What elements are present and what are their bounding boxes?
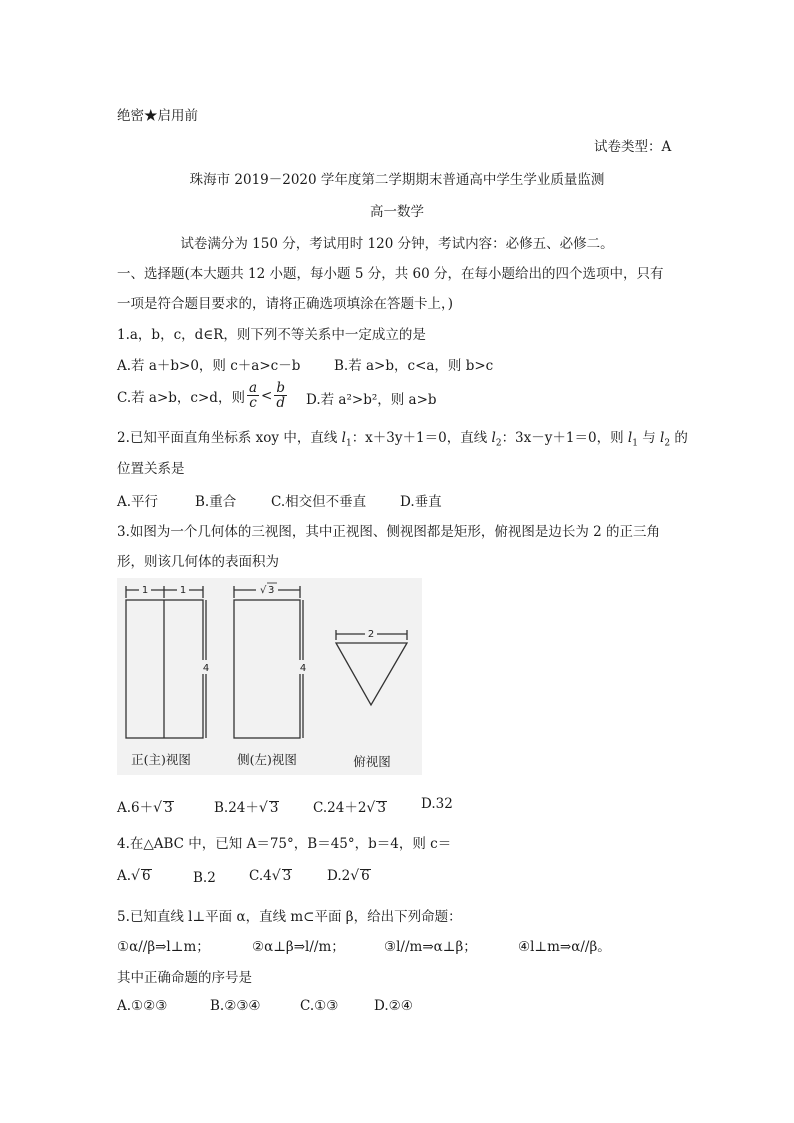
q1-option-c-text: C.若 a>b，c>d，则 [117,389,245,406]
q3-option-c-radicand: 3 [377,800,386,816]
q4-option-c-radicand: 3 [282,868,292,884]
three-view-figure [117,578,422,775]
side-view-label: 侧(左)视图 [237,752,297,767]
q1-frac1-den: c [249,395,257,411]
q2-stem [117,426,688,449]
front-view [126,586,206,738]
q3-option-b-text: B.24＋ [214,800,259,816]
q1-frac2-num: b [276,380,285,396]
q2-l1-sub: 1 [345,438,352,449]
side-view [234,586,303,738]
q2-stem-b: ：x＋3y＋1＝0，直线 [351,430,492,446]
paper-type: 试卷类型：A [594,139,672,155]
q4-option-a-radicand: 6 [141,868,151,884]
front-view-label: 正(主)视图 [131,752,191,767]
q3-stem2: 形，则该几何体的表面积为 [117,554,279,570]
q2-l2-sub: 2 [495,438,502,449]
q5-option-d: D.②④ [374,998,413,1014]
dim-4b: 4 [299,663,307,674]
q3-option-b: B.24＋√ 3 [214,800,279,816]
dim-1a: 1 [141,585,149,596]
q1-option-c [117,381,289,410]
q1-less-than: < [261,387,273,404]
q2-l1-ref-sub: 1 [632,438,638,449]
q4-option-b: B.2 [193,870,216,886]
q3-option-c-text: C.24＋2 [313,800,367,816]
q2-l1-ref: l [627,430,633,446]
q5-proposition-3: ③l//m⇒α⊥β； [384,939,477,955]
q2-l2: l [491,430,496,446]
q3-option-c: C.24＋2√ 3 [313,800,386,816]
q2-option-a: A.平行 [117,494,159,510]
q2-stem-c: ：3x－y＋1＝0，则 [501,430,628,446]
q1-frac1-num: a [248,380,258,396]
q1-option-a: A.若 a＋b>0，则 c＋a>c－b [117,358,301,374]
top-view-label: 俯视图 [353,754,391,769]
q3-stem1: 3.如图为一个几何体的三视图，其中正视图、侧视图都是矩形，俯视图是边长为 2 的正三角 [117,524,661,540]
q4-option-c-text: C.4 [249,868,272,884]
dim-2: 2 [367,629,375,640]
q4-option-c: C.4√ 3 [249,868,292,884]
dim-1b: 1 [179,585,187,596]
q1-option-d: D.若 a²>b²，则 a>b [306,392,437,408]
subject-title: 高一数学 [370,204,424,220]
q5-proposition-1: ①α//β⇒l⊥m； [117,939,210,955]
q2-option-b: B.重合 [195,494,237,510]
q2-l1: l [341,430,346,446]
q5-proposition-4: ④l⊥m⇒α//β。 [518,939,611,955]
dim-sqrt3: 3 [268,585,275,596]
q4-option-d-text: D.2 [327,868,351,884]
q1-stem: 1.a，b，c，d∈R，则下列不等关系中一定成立的是 [117,327,426,343]
q4-option-a-text: A. [117,868,132,884]
q3-option-d: D.32 [421,796,453,812]
q2-stem2: 位置关系是 [117,461,185,477]
q4-option-a: A.√ 6 [117,868,151,884]
q5-option-c: C.①③ [300,998,339,1014]
dim-sqrt3-sign: √ [260,585,267,596]
q5-stem: 5.已知直线 l⊥平面 α，直线 m⊂平面 β，给出下列命题： [117,909,462,925]
top-view [336,630,407,705]
q4-option-d: D.2√ 6 [327,868,370,884]
q4-option-d-radicand: 6 [361,868,370,884]
q3-option-a-text: A.6＋ [117,800,154,816]
q1-frac2-den: d [276,395,285,411]
q3-option-a-radicand: 3 [164,800,173,816]
q2-stem-e: 的 [670,430,688,446]
exam-info: 试卷满分为 150 分，考试用时 120 分钟，考试内容：必修五、必修二。 [180,236,614,252]
q5-option-b: B.②③④ [210,998,261,1014]
section1-line1: 一、选择题(本大题共 12 小题，每小题 5 分，共 60 分，在每小题给出的四个选项中，只有 [117,266,664,282]
q2-l2-ref-sub: 2 [664,438,671,449]
section1-line2: 一项是符合题目要求的，请将正确选项填涂在答题卡上，) [117,296,454,312]
q3-option-b-radicand: 3 [269,800,279,816]
q1-option-b: B.若 a>b，c<a，则 b>c [334,358,494,374]
q5-stem2: 其中正确命题的序号是 [117,970,252,986]
q5-proposition-2: ②α⊥β⇒l//m； [252,939,345,955]
q2-option-d: D.垂直 [400,494,442,510]
q1-fraction-b-over-d [274,381,287,410]
q1-fraction-a-over-c [247,381,259,410]
q2-stem-a: 2.已知平面直角坐标系 xoy 中，直线 [117,430,342,446]
q3-option-a: A.6＋√ 3 [117,800,173,816]
dim-4a: 4 [202,663,210,674]
q2-option-c: C.相交但不垂直 [271,494,367,510]
q2-stem-d: 与 [637,430,661,446]
q4-stem: 4.在△ABC 中，已知 A＝75°，B＝45°，b＝4，则 c＝ [117,836,452,852]
q2-l2-ref: l [660,430,665,446]
exam-title: 珠海市 2019－2020 学年度第二学期期末普通高中学生学业质量监测 [189,172,605,188]
q5-option-a: A.①②③ [117,998,168,1014]
secret-label: 绝密★启用前 [117,108,198,124]
